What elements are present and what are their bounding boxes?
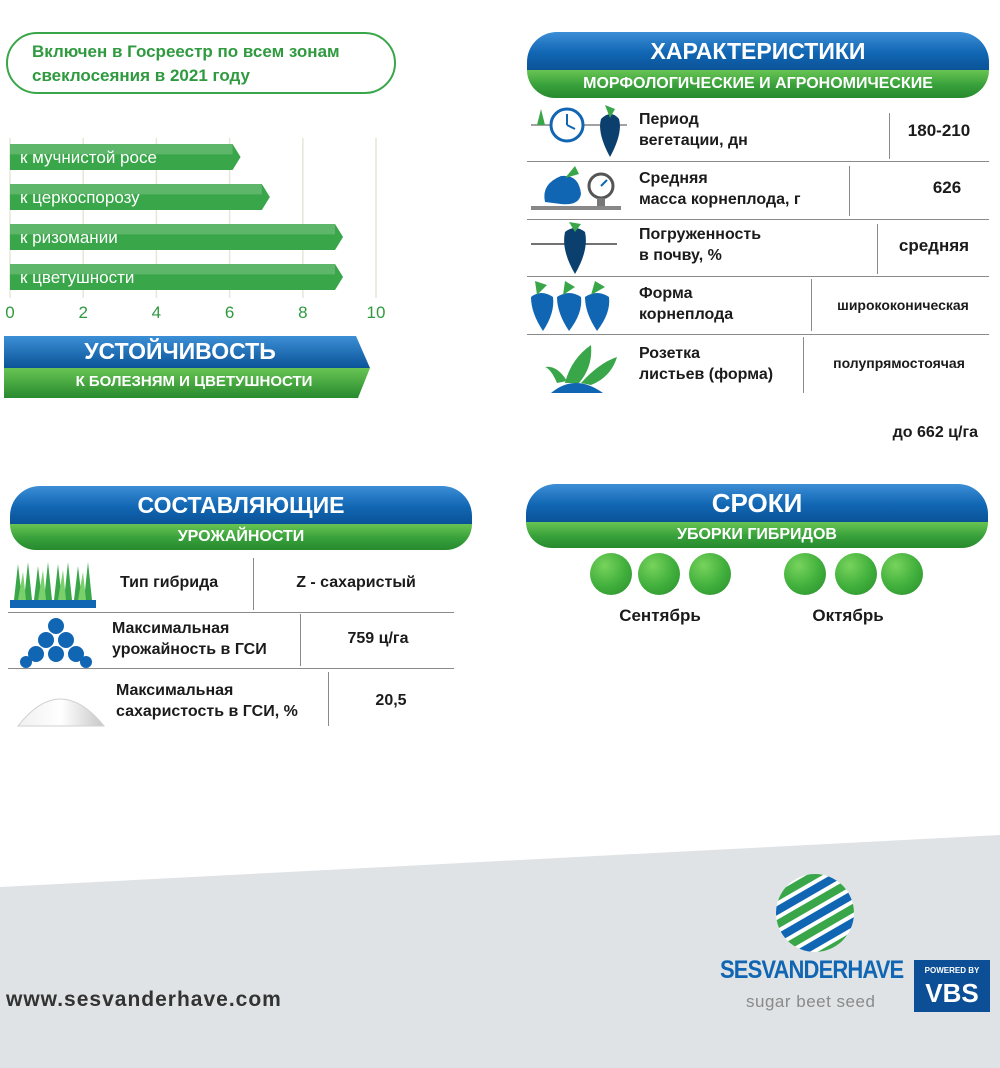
bar-label: к цветушности xyxy=(20,268,135,287)
yield-row-type xyxy=(8,556,454,612)
char-row-vegetation-label1: Период xyxy=(639,111,699,128)
yield-note: до 662 ц/га xyxy=(892,424,978,441)
resistance-subtitle: К БОЛЕЗНЯМ И ЦВЕТУШНОСТИ xyxy=(75,373,313,390)
x-tick-label: 4 xyxy=(151,303,162,322)
powered-brand: VBS xyxy=(925,978,979,1008)
harvest-title: СРОКИ xyxy=(711,488,803,518)
char-row-depth-label1: Погруженность xyxy=(639,226,762,243)
char-row-depth xyxy=(527,222,989,276)
characteristics-header xyxy=(527,32,989,70)
char-row-vegetation xyxy=(527,103,989,161)
x-tick-label: 10 xyxy=(366,303,386,322)
characteristics-subtitle: МОРФОЛОГИЧЕСКИЕ И АГРОНОМИЧЕСКИЕ xyxy=(583,75,933,92)
char-row-vegetation-label2: вегетации, дн xyxy=(639,132,748,149)
char-row-depth-value: средняя xyxy=(898,236,970,255)
sugar-pile-icon xyxy=(16,678,106,728)
bar-label: к ризомании xyxy=(20,228,118,247)
yield-row-sugar-label1: Максимальная xyxy=(116,682,234,699)
char-row-mass-value: 626 xyxy=(932,178,962,197)
char-row-shape xyxy=(527,279,989,334)
harvest-month-september: Сентябрь xyxy=(619,606,701,625)
globe-logo-icon xyxy=(774,872,856,954)
bar-label: к мучнистой росе xyxy=(20,148,157,167)
brand-tagline: sugar beet seed xyxy=(746,992,876,1011)
yield-title: СОСТАВЛЯЮЩИЕ xyxy=(137,492,345,518)
brand-logo xyxy=(716,872,996,1022)
x-tick-label: 0 xyxy=(5,303,15,322)
brand-name: SESVANDERHAVE xyxy=(720,956,904,984)
yield-row-max-yield xyxy=(8,614,454,668)
leaf-rosette-icon xyxy=(541,339,621,395)
resistance-title: УСТОЙЧИВОСТЬ xyxy=(84,338,276,364)
char-row-vegetation-value: 180-210 xyxy=(907,121,971,140)
harvest-dot-sep-2 xyxy=(638,553,680,595)
yield-subheader xyxy=(10,524,472,550)
char-row-mass xyxy=(527,164,989,219)
website-link[interactable]: www.sesvanderhave.com xyxy=(6,988,282,1011)
beet-pile-icon xyxy=(16,616,96,668)
char-row-shape-label2: корнеплода xyxy=(639,306,734,323)
harvest-dot-oct-2 xyxy=(835,553,877,595)
registry-note-line1: Включен в Госреестр по всем зонам xyxy=(32,42,340,61)
characteristics-title: ХАРАКТЕРИСТИКИ xyxy=(650,38,866,64)
three-beets-icon xyxy=(529,279,619,333)
yield-row-max-yield-value: 759 ц/га xyxy=(347,630,409,647)
char-row-shape-value: ширококоническая xyxy=(837,297,969,313)
yield-row-type-label1: Тип гибрида xyxy=(120,574,219,591)
x-tick-label: 8 xyxy=(298,303,308,322)
resistance-header xyxy=(4,336,372,400)
harvest-dot-oct-3 xyxy=(881,553,923,595)
x-tick-label: 2 xyxy=(78,303,88,322)
char-row-rosette xyxy=(527,337,989,395)
harvest-subtitle: УБОРКИ ГИБРИДОВ xyxy=(677,526,837,543)
powered-by-label: POWERED BY xyxy=(924,966,980,975)
beet-soil-icon xyxy=(531,222,627,276)
scale-beet-icon xyxy=(531,166,627,216)
registry-note-line2: свеклосеяния в 2021 году xyxy=(32,66,250,85)
bar-label: к церкоспорозу xyxy=(20,188,140,207)
registry-note xyxy=(6,32,396,94)
resistance-chart xyxy=(0,130,400,330)
yield-row-sugar xyxy=(8,672,454,728)
harvest-header xyxy=(526,484,988,522)
harvest-dot-sep-3 xyxy=(689,553,731,595)
char-row-depth-label2: в почву, % xyxy=(639,247,722,264)
x-tick-label: 6 xyxy=(224,303,235,322)
characteristics-subheader xyxy=(527,70,989,98)
harvest-subheader xyxy=(526,522,988,548)
yield-row-max-yield-label2: урожайность в ГСИ xyxy=(112,641,267,658)
yield-row-type-value: Z - сахаристый xyxy=(296,574,416,591)
harvest-month-october: Октябрь xyxy=(812,606,884,625)
char-row-mass-label1: Средняя xyxy=(639,170,708,187)
yield-subtitle: УРОЖАЙНОСТИ xyxy=(177,528,305,545)
harvest-dot-sep-1 xyxy=(590,553,632,595)
yield-row-max-yield-label1: Максимальная xyxy=(112,620,230,637)
yield-row-sugar-value: 20,5 xyxy=(375,692,407,709)
char-row-rosette-value: полупрямостоячая xyxy=(833,355,965,371)
harvest-dot-oct-1 xyxy=(784,553,826,595)
powered-by-badge xyxy=(914,960,990,1012)
beet-field-icon xyxy=(10,558,96,610)
vegetation-clock-icon xyxy=(531,105,627,159)
char-row-shape-label1: Форма xyxy=(639,285,693,302)
char-row-mass-label2: масса корнеплода, г xyxy=(639,191,801,208)
char-row-rosette-label2: листьев (форма) xyxy=(639,366,774,383)
yield-row-sugar-label2: сахаристость в ГСИ, % xyxy=(116,703,298,720)
char-row-rosette-label1: Розетка xyxy=(639,345,701,362)
yield-header xyxy=(10,486,472,524)
